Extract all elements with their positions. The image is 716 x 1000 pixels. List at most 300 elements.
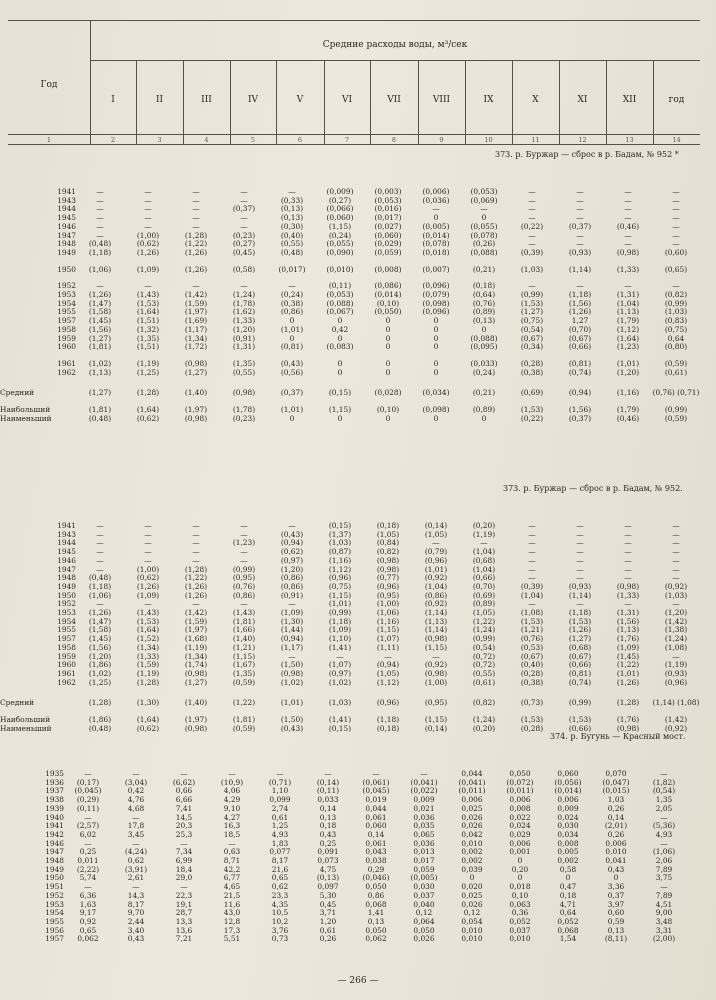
value-cell: (0,96) — [424, 555, 448, 565]
value-cell: — — [672, 651, 680, 661]
value-cell: 0,60 — [607, 908, 625, 918]
value-cell: (0,93) — [568, 247, 592, 257]
value-cell: (0,23) — [232, 413, 256, 423]
value-cell: (1,27) — [88, 333, 112, 343]
value-cell: 22,3 — [175, 890, 193, 900]
value-cell: (0,43) — [280, 358, 304, 368]
value-cell: 4,76 — [127, 795, 145, 805]
year-cell: 1938 — [45, 795, 64, 805]
value-cell: — — [624, 573, 632, 583]
value-cell: (0,017) — [374, 213, 402, 223]
value-cell: 0,025 — [461, 803, 483, 813]
value-cell: 0,062 — [365, 934, 387, 944]
value-cell: — — [624, 187, 632, 196]
value-cell: (1,62) — [232, 307, 256, 317]
value-cell: (0,99) — [664, 405, 688, 415]
value-cell: (0,078) — [470, 230, 498, 240]
value-cell: — — [240, 281, 248, 291]
value-cell: 0,061 — [365, 812, 387, 822]
value-cell: (0,98) — [616, 723, 640, 733]
value-cell: (0,86) — [280, 573, 304, 583]
value-cell: (0,95) — [424, 698, 448, 708]
summary-row — [0, 415, 700, 424]
value-cell: (1,01) — [280, 405, 304, 415]
value-cell: (0,18) — [376, 521, 400, 530]
value-cell: 1,03 — [607, 795, 625, 805]
value-cell: (0,22) — [520, 413, 544, 423]
value-cell: (0,014) — [374, 290, 402, 300]
value-cell: 0 — [433, 342, 439, 352]
value-cell: 18,4 — [175, 864, 193, 874]
value-cell: — — [480, 538, 488, 548]
value-cell: 0,45 — [319, 899, 337, 909]
value-cell: (1,97) — [184, 625, 208, 635]
value-cell: (1,66) — [232, 625, 256, 635]
value-cell: (1,03) — [520, 264, 544, 274]
value-cell: 6,99 — [175, 856, 193, 866]
value-cell: (0,029) — [374, 239, 402, 249]
value-cell: — — [660, 882, 668, 892]
value-cell: — — [624, 213, 632, 223]
value-cell: (0,014) — [422, 230, 450, 240]
value-cell: (1,19) — [664, 660, 688, 670]
value-cell: — — [192, 195, 200, 205]
value-cell: (3,04) — [124, 777, 148, 787]
value-cell: — — [144, 213, 152, 223]
value-cell: (1,56) — [568, 405, 592, 415]
value-cell: (0,28) — [520, 358, 544, 368]
value-cell: 3,40 — [127, 925, 145, 935]
value-cell: 0,060 — [365, 821, 387, 831]
value-cell: (10,9) — [220, 777, 244, 787]
value-cell: (1,27) — [520, 307, 544, 317]
value-cell: (0,48) — [88, 573, 112, 583]
value-cell: — — [672, 230, 680, 240]
value-cell: — — [132, 882, 140, 892]
value-cell: (0,98) — [232, 388, 256, 398]
value-cell: (1,26) — [184, 590, 208, 600]
value-cell: 0 — [481, 413, 487, 423]
value-cell: 0,044 — [365, 803, 387, 813]
table-row — [0, 770, 688, 779]
value-cell: — — [192, 281, 200, 291]
value-cell: 0 — [517, 856, 523, 866]
year-cell: 1955 — [45, 916, 64, 926]
value-cell: (1,13) — [616, 625, 640, 635]
value-cell: — — [240, 221, 248, 231]
value-cell: (0,75) — [328, 581, 352, 591]
value-cell: — — [144, 195, 152, 205]
value-cell: (0,89) — [472, 405, 496, 415]
value-cell: 0 — [433, 358, 439, 368]
year-cell: 1945 — [57, 213, 76, 223]
value-cell: (0,67) — [568, 333, 592, 343]
value-cell: (0,87) — [328, 547, 352, 557]
value-cell: — — [288, 187, 296, 196]
year-cell: 1954 — [45, 908, 64, 918]
value-cell: (0,79) — [424, 547, 448, 557]
value-cell: (0,86) — [280, 307, 304, 317]
value-cell: 0,077 — [269, 847, 291, 857]
summary-label: Наибольший — [0, 405, 51, 415]
value-cell: (0,088) — [326, 298, 354, 308]
value-cell: (1,81) — [88, 405, 112, 415]
value-cell: (0,76) (0,71) — [652, 388, 700, 398]
value-cell: (0,65) — [664, 264, 688, 274]
value-cell: — — [528, 239, 536, 249]
table-row — [0, 848, 688, 857]
value-cell: 0,050 — [365, 925, 387, 935]
value-cell: (0,54) — [520, 324, 544, 334]
value-cell: (1,00) — [136, 564, 160, 574]
value-cell: (0,92) — [664, 723, 688, 733]
value-cell: (1,28) — [136, 388, 160, 398]
value-cell: 0 — [433, 367, 439, 377]
value-cell: 0,63 — [223, 847, 241, 857]
value-cell: (1,24) — [472, 715, 496, 725]
value-cell: — — [528, 213, 536, 223]
value-cell: (1,43) — [232, 608, 256, 618]
station-title: 373. р. Буржар — сброс в р. Бадам, № 952. — [503, 484, 683, 493]
year-cell: 1950 — [45, 873, 64, 883]
value-cell: (1,00) — [136, 230, 160, 240]
value-cell: (0,096) — [422, 307, 450, 317]
value-cell: (1,78) — [232, 298, 256, 308]
value-cell: — — [132, 812, 140, 822]
value-cell: — — [528, 547, 536, 557]
value-cell: — — [660, 838, 668, 848]
value-cell: (0,050) — [374, 307, 402, 317]
value-cell: (1,59) — [136, 660, 160, 670]
year-cell: 1958 — [57, 642, 76, 652]
value-cell: (1,26) — [136, 581, 160, 591]
value-cell: 0,26 — [319, 934, 337, 944]
value-cell: 0,041 — [605, 856, 627, 866]
year-cell: 1946 — [57, 221, 76, 231]
value-cell: 0,061 — [365, 838, 387, 848]
value-cell: (0,95) — [232, 573, 256, 583]
value-cell: (0,060) — [374, 230, 402, 240]
value-cell: 6,77 — [223, 873, 241, 883]
value-cell: (1,97) — [184, 715, 208, 725]
value-cell: 17,8 — [127, 821, 145, 831]
value-cell: — — [96, 230, 104, 240]
value-cell: (0,89) — [472, 599, 496, 609]
value-cell: (0,095) — [470, 342, 498, 352]
value-cell: — — [576, 521, 584, 530]
value-cell: 0 — [337, 413, 343, 423]
value-cell: (0,18) — [472, 281, 496, 291]
value-cell: (1,41) — [328, 642, 352, 652]
value-cell: (1,15) — [424, 642, 448, 652]
value-cell: — — [672, 599, 680, 609]
value-cell: (0,10) — [376, 405, 400, 415]
value-cell: (1,22) — [232, 698, 256, 708]
value-cell: (2,01) — [604, 821, 628, 831]
value-cell: 0,13 — [319, 812, 337, 822]
value-cell: (0,13) — [472, 316, 496, 326]
value-cell: (1,53) — [520, 298, 544, 308]
month-header: III — [201, 95, 212, 105]
value-cell: (1,09) — [616, 642, 640, 652]
value-cell: — — [672, 281, 680, 291]
value-cell: — — [624, 239, 632, 249]
value-cell: 1,54 — [559, 934, 577, 944]
value-cell: — — [96, 538, 104, 548]
value-cell: (1,50) — [280, 715, 304, 725]
value-cell: (0,53) — [520, 642, 544, 652]
value-cell: — — [672, 204, 680, 214]
value-cell: — — [192, 529, 200, 539]
year-cell: 1947 — [45, 847, 64, 857]
value-cell: 2,06 — [655, 856, 673, 866]
value-cell: — — [624, 230, 632, 240]
value-cell: — — [240, 195, 248, 205]
value-cell: (0,55) — [280, 239, 304, 249]
value-cell: 29,0 — [175, 873, 193, 883]
value-cell: (0,055) — [470, 221, 498, 231]
value-cell: — — [96, 204, 104, 214]
value-cell: (1,53) — [568, 616, 592, 626]
value-cell: 10,5 — [271, 908, 289, 918]
value-cell: 0,006 — [605, 838, 627, 848]
value-cell: 0,020 — [461, 882, 483, 892]
value-cell: 6,36 — [79, 890, 97, 900]
value-cell: — — [192, 204, 200, 214]
value-cell: (0,067) — [326, 307, 354, 317]
value-cell: — — [576, 599, 584, 609]
value-cell: (1,15) — [232, 651, 256, 661]
value-cell: — — [528, 521, 536, 530]
value-cell: (0,84) — [376, 538, 400, 548]
value-cell: (1,08) — [520, 608, 544, 618]
year-cell: 1947 — [57, 230, 76, 240]
value-cell: (0,96) — [664, 677, 688, 687]
value-cell: (0,17) — [76, 777, 100, 787]
value-cell: (0,93) — [568, 581, 592, 591]
value-cell: 0 — [433, 413, 439, 423]
value-cell: (1,00) — [376, 599, 400, 609]
value-cell: (1,59) — [184, 616, 208, 626]
value-cell: — — [528, 281, 536, 291]
year-cell: 1953 — [45, 899, 64, 909]
month-header: XII — [622, 95, 637, 105]
value-cell: 0 — [517, 873, 523, 883]
year-cell: 1962 — [57, 677, 76, 687]
value-cell: (1,26) — [616, 677, 640, 687]
value-cell: (0,14) — [316, 777, 340, 787]
value-cell: (1,13) — [424, 616, 448, 626]
year-cell: 1960 — [57, 660, 76, 670]
value-cell: 0,001 — [509, 847, 531, 857]
value-cell: (1,53) — [520, 405, 544, 415]
table-row — [0, 918, 688, 927]
value-cell: (0,096) — [422, 281, 450, 291]
value-cell: (1,03) — [328, 538, 352, 548]
value-cell: (1,08) — [664, 642, 688, 652]
value-cell: (0,061) — [362, 777, 390, 787]
year-cell: 1935 — [45, 769, 64, 778]
value-cell: 0,024 — [557, 812, 579, 822]
value-cell: (1,33) — [136, 651, 160, 661]
value-cell: 0 — [337, 367, 343, 377]
value-cell: (0,64) — [472, 290, 496, 300]
value-cell: — — [132, 838, 140, 848]
value-cell: (1,26) — [568, 307, 592, 317]
data-table — [0, 770, 688, 944]
value-cell: (1,20) — [616, 367, 640, 377]
value-cell: (0,23) — [232, 230, 256, 240]
value-cell: (0,99) — [472, 634, 496, 644]
value-cell: 8,17 — [271, 856, 289, 866]
value-cell: (1,51) — [136, 316, 160, 326]
value-cell: 0 — [289, 413, 295, 423]
value-cell: (1,26) — [568, 625, 592, 635]
value-cell: 0,024 — [509, 821, 531, 831]
value-cell: 0,29 — [367, 864, 385, 874]
year-cell: 1954 — [57, 616, 76, 626]
value-cell: — — [672, 239, 680, 249]
summary-label: Наименьший — [0, 413, 52, 423]
value-cell: 3,45 — [127, 829, 145, 839]
column-number: 7 — [344, 136, 350, 144]
value-cell: (0,89) — [472, 307, 496, 317]
value-cell: (0,75) — [520, 316, 544, 326]
value-cell: (0,053) — [374, 195, 402, 205]
value-cell: — — [96, 195, 104, 205]
value-cell: 0,026 — [461, 899, 483, 909]
value-cell: (1,34) — [184, 651, 208, 661]
value-cell: (0,67) — [520, 333, 544, 343]
value-cell: — — [528, 195, 536, 205]
value-cell: (1,27) — [568, 634, 592, 644]
value-cell: — — [144, 221, 152, 231]
value-cell: 0,005 — [557, 847, 579, 857]
value-cell: (1,18) — [568, 290, 592, 300]
value-cell: (1,33) — [232, 316, 256, 326]
value-cell: (1,05) — [376, 668, 400, 678]
value-cell: 0,43 — [127, 934, 145, 944]
column-number: 11 — [531, 136, 540, 144]
value-cell: 0 — [433, 333, 439, 343]
value-cell: — — [192, 555, 200, 565]
value-cell: (0,72) — [472, 651, 496, 661]
value-cell: (1,31) — [616, 608, 640, 618]
value-cell: 0 — [337, 358, 343, 368]
value-cell: 0,13 — [607, 925, 625, 935]
value-cell: (0,98) — [184, 358, 208, 368]
value-cell: (1,26) — [136, 247, 160, 257]
value-cell: (2,57) — [76, 821, 100, 831]
value-cell: — — [672, 221, 680, 231]
value-cell: (1,86) — [88, 660, 112, 670]
value-cell: — — [576, 573, 584, 583]
value-cell: (1,81) — [232, 715, 256, 725]
value-cell: 0 — [433, 316, 439, 326]
column-number: 6 — [297, 136, 303, 144]
value-cell: — — [96, 213, 104, 223]
value-cell: (1,53) — [520, 715, 544, 725]
summary-label: Наименьший — [0, 723, 52, 733]
value-cell: 0,038 — [365, 856, 387, 866]
value-cell: — — [528, 599, 536, 609]
value-cell: 0,068 — [365, 899, 387, 909]
value-cell: (0,86) — [424, 590, 448, 600]
value-cell: — — [432, 651, 440, 661]
value-cell: — — [192, 521, 200, 530]
value-cell: (1,45) — [88, 634, 112, 644]
value-cell: 0,25 — [319, 838, 337, 848]
value-cell: (0,91) — [232, 333, 256, 343]
value-cell: 3,31 — [655, 925, 673, 935]
value-cell: 5,51 — [223, 934, 241, 944]
value-cell: (1,01) — [424, 564, 448, 574]
value-cell: (0,21) — [472, 388, 496, 398]
value-cell: 0,017 — [413, 856, 435, 866]
value-cell: 2,44 — [127, 916, 145, 926]
value-cell: 0 — [469, 873, 475, 883]
value-cell: 0,037 — [509, 925, 531, 935]
table-row — [0, 883, 688, 892]
value-cell: — — [144, 187, 152, 196]
value-cell: (1,28) — [184, 230, 208, 240]
value-cell: — — [576, 564, 584, 574]
value-cell: 0,58 — [559, 864, 577, 874]
value-cell: — — [624, 538, 632, 548]
year-cell: 1941 — [45, 821, 64, 831]
value-cell: — — [144, 547, 152, 557]
year-cell: 1947 — [57, 564, 76, 574]
year-cell: 1948 — [57, 239, 76, 249]
value-cell: 1,25 — [271, 821, 289, 831]
value-cell: — — [528, 187, 536, 196]
value-cell: (0,034) — [422, 388, 450, 398]
value-cell: (0,027) — [374, 221, 402, 231]
value-cell: (1,40) — [232, 634, 256, 644]
value-cell: (1,35) — [232, 358, 256, 368]
month-header: IX — [483, 95, 494, 105]
value-cell: 17,3 — [223, 925, 241, 935]
value-cell: 9,70 — [127, 908, 145, 918]
value-cell: (1,56) — [616, 616, 640, 626]
value-cell: (6,62) — [172, 777, 196, 787]
value-cell: (0,66) — [568, 342, 592, 352]
value-cell: (0,033) — [470, 358, 498, 368]
value-cell: 0,47 — [559, 882, 577, 892]
value-cell: (1,30) — [280, 616, 304, 626]
table-row — [0, 822, 688, 831]
value-cell: 0,065 — [413, 829, 435, 839]
table-row — [0, 369, 700, 378]
value-cell: (0,13) — [280, 213, 304, 223]
value-cell: — — [228, 838, 236, 848]
value-cell: — — [672, 529, 680, 539]
value-cell: (1,04) — [616, 298, 640, 308]
value-cell: (1,28) — [136, 677, 160, 687]
value-cell: — — [96, 599, 104, 609]
value-cell: (0,98) — [184, 723, 208, 733]
value-cell: (1,04) — [472, 564, 496, 574]
value-cell: 0 — [385, 413, 391, 423]
value-cell: (0,088) — [470, 333, 498, 343]
value-cell: 0,025 — [461, 890, 483, 900]
year-cell: 1943 — [57, 195, 76, 205]
value-cell: 3,76 — [271, 925, 289, 935]
value-cell: — — [576, 529, 584, 539]
value-cell: (1,56) — [568, 298, 592, 308]
value-cell: (0,67) — [568, 651, 592, 661]
value-cell: (0,34) — [520, 342, 544, 352]
